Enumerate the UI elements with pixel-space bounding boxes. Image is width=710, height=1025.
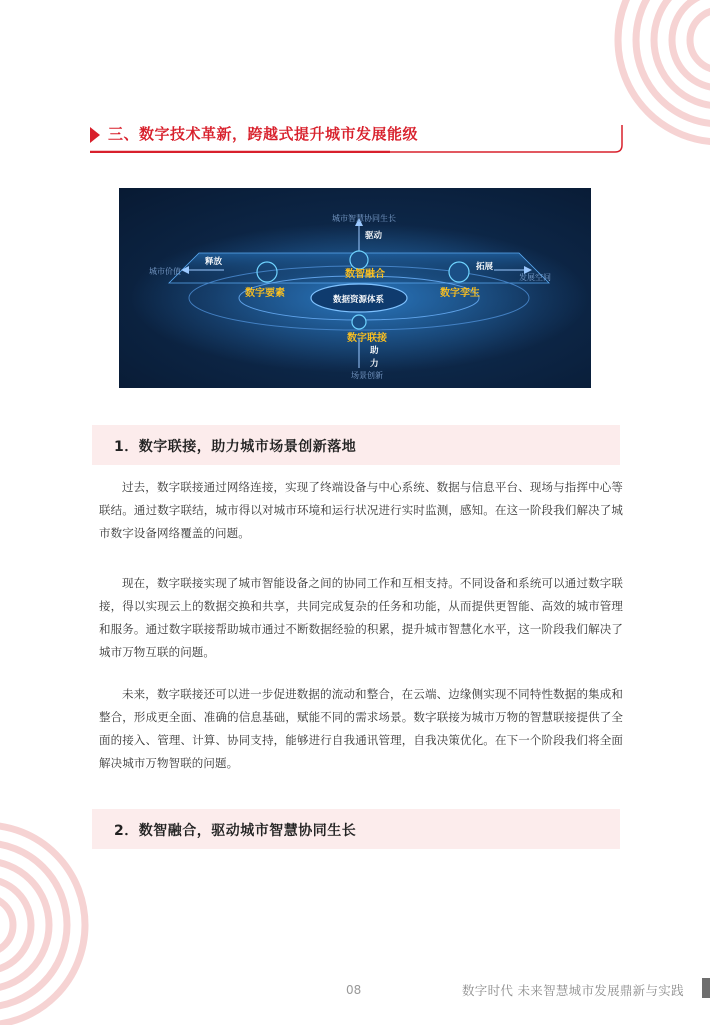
- diagram-center-top: 数智融合: [345, 269, 385, 280]
- subsection-header-1: [92, 425, 620, 465]
- city-capability-diagram: [119, 188, 591, 388]
- diagram-left-action: 释放: [205, 257, 223, 267]
- footer-bar: [702, 978, 710, 998]
- diagram-left-outer: 城市价值: [149, 267, 181, 276]
- subsection-title-1: 1．数字联接，助力城市场景创新落地: [114, 439, 357, 455]
- paragraph-future: 未来，数字联接还可以进一步促进数据的流动和整合，在云端、边缘侧实现不同特性数据的集成和整合，形成更全面、准确的信息基础，赋能不同的需求场景。数字联接为城市万物的智慧联接提供了全面的接入、管理、计算、协同支持，能够进行自我通讯管理，自我决策优化。在下一个阶段我们将全面解决城市万物智联的问题。: [99, 687, 623, 770]
- diagram-center: 数据资源体系: [333, 295, 385, 305]
- diagram-bottom-action-1: 助: [370, 346, 379, 356]
- corner-decoration-bottom-left: [0, 795, 90, 1025]
- diagram-top-label: 城市智慧协同生长: [332, 214, 396, 223]
- diagram-top-action: 驱动: [365, 231, 383, 241]
- paragraph-past: 过去，数字联接通过网络连接，实现了终端设备与中心系统、数据与信息平台、现场与指挥中心等联结。通过数字联结，城市得以对城市环境和运行状况进行实时监测，感知。在这一阶段我们解决了城市数字设备网络覆盖的问题。: [99, 480, 623, 540]
- section-arrow-icon: [90, 127, 100, 143]
- diagram-bottom-node: 数字联接: [347, 333, 387, 344]
- paragraph-present: 现在，数字联接实现了城市智能设备之间的协同工作和互相支持。不同设备和系统可以通过数字联接，得以实现云上的数据交换和共享，共同完成复杂的任务和功能，从而提供更智能、高效的城市管理和服务。通过数字联接帮助城市通过不断数据经验的积累，提升城市智慧化水平，这一阶段我们解决了城市万物互联的问题。: [99, 576, 623, 659]
- diagram-right-outer: 发展空间: [519, 273, 551, 282]
- section-header: [90, 119, 623, 153]
- diagram-bottom-action-2: 力: [370, 359, 379, 369]
- subsection-title-2: 2．数智融合，驱动城市智慧协同生长: [114, 823, 357, 839]
- diagram-right-action: 拓展: [476, 262, 494, 272]
- subsection-header-2: [92, 809, 620, 849]
- page-number: 08: [346, 983, 362, 997]
- section-title: 三、数字技术革新，跨越式提升城市发展能级: [108, 125, 419, 143]
- diagram-bottom-outer: 场景创新: [351, 371, 383, 380]
- diagram-left-node: 数字要素: [245, 288, 285, 299]
- diagram-right-node: 数字孪生: [440, 288, 480, 299]
- footer-book-title: 数字时代 未来智慧城市发展鼎新与实践: [462, 983, 684, 998]
